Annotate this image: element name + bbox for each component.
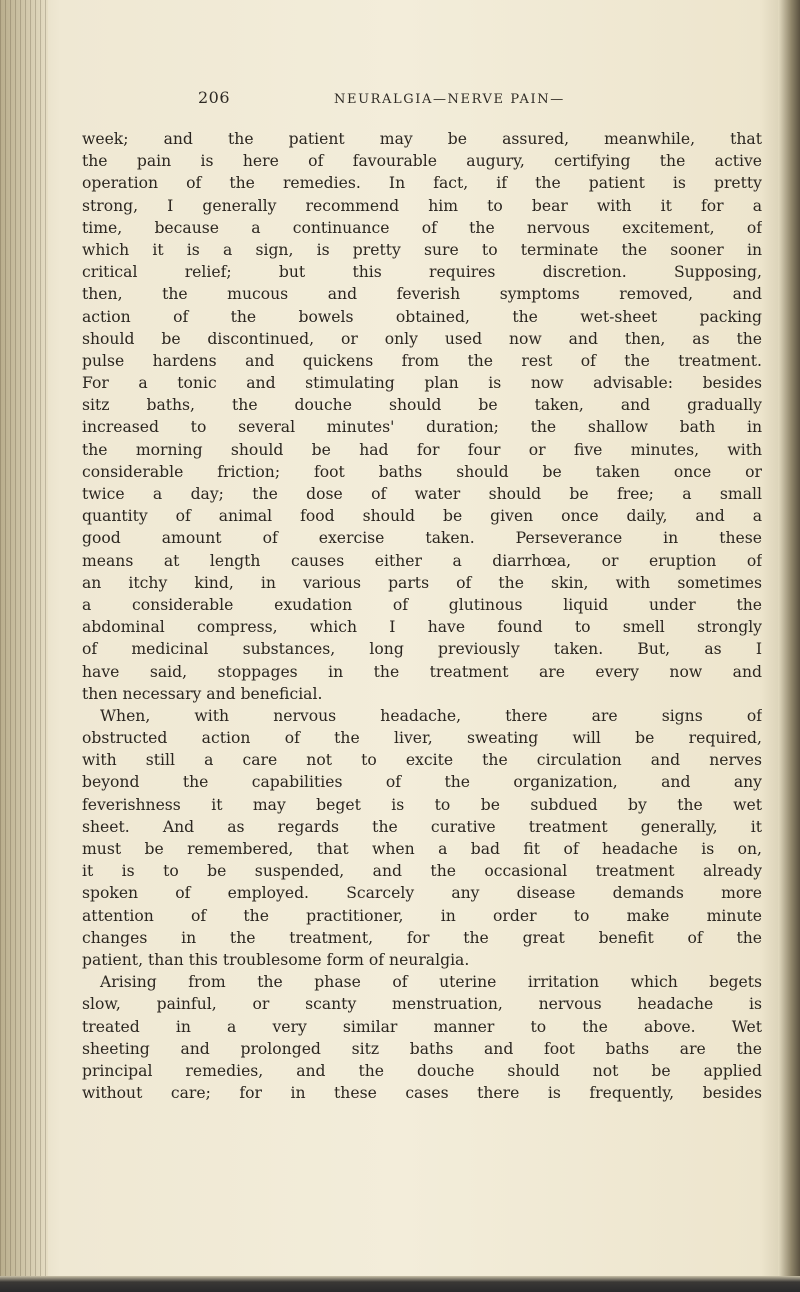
running-head	[0, 88, 800, 112]
text-line: without care; for in these cases there is frequently, besides	[82, 1084, 762, 1103]
text-line: slow, painful, or scanty menstruation, nervous headache is	[82, 995, 762, 1014]
text-line: sheeting and prolonged sitz baths and foot baths are the	[82, 1039, 762, 1058]
text-line: then necessary and beneficial.	[82, 684, 323, 703]
text-line: Arising from the phase of uterine irritation which begets	[100, 973, 762, 992]
text-line: changes in the treatment, for the great benefit of the	[82, 928, 762, 947]
text-line: pulse hardens and quickens from the rest of the treatment.	[82, 351, 762, 370]
text-line: abdominal compress, which I have found to smell strongly	[82, 618, 762, 637]
text-line: have said, stoppages in the treatment are every now and	[82, 662, 762, 681]
text-line: beyond the capabilities of the organization, and any	[82, 773, 762, 792]
text-line: strong, I generally recommend him to bear with it for a	[82, 196, 762, 215]
text-line: which it is a sign, is pretty sure to terminate the sooner in	[82, 240, 762, 259]
text-line: feverishness it may beget is to be subdued by the wet	[82, 795, 762, 814]
text-line: then, the mucous and feverish symptoms removed, and	[82, 285, 762, 304]
running-head-title: NEURALGIA—NERVE PAIN—	[334, 92, 565, 107]
text-line: treated in a very similar manner to the above. Wet	[82, 1017, 762, 1036]
text-line: must be remembered, that when a bad fit of headache is on,	[82, 840, 762, 858]
text-line: time, because a continuance of the nervous excitement, of	[82, 218, 762, 237]
page-binding-edge	[0, 0, 48, 1292]
text-line: When, with nervous headache, there are signs of	[100, 706, 762, 725]
text-line: principal remedies, and the douche should not be applied	[82, 1061, 762, 1080]
text-line: sitz baths, the douche should be taken, and gradually	[82, 396, 762, 415]
text-line: attention of the practitioner, in order to make minute	[82, 906, 762, 925]
text-line: spoken of employed. Scarcely any disease demands more	[82, 884, 762, 903]
text-line: operation of the remedies. In fact, if the patient is pretty	[82, 174, 762, 193]
text-line: should be discontinued, or only used now and then, as the	[82, 329, 762, 348]
text-line: critical relief; but this requires discretion. Supposing,	[82, 263, 762, 282]
text-line: For a tonic and stimulating plan is now advisable: besides	[82, 374, 762, 393]
text-line: a considerable exudation of glutinous liquid under the	[82, 595, 762, 614]
text-line: of medicinal substances, long previously taken. But, as I	[82, 640, 762, 659]
body-text	[82, 128, 762, 1263]
page-number: 206	[198, 88, 231, 107]
scan-bottom-edge	[0, 1276, 800, 1292]
text-line: patient, than this troublesome form of neuralgia.	[82, 950, 470, 969]
text-line: sheet. And as regards the curative treatment generally, it	[82, 817, 762, 836]
text-line: increased to several minutes' duration; the shallow bath in	[82, 418, 762, 437]
text-line: obstructed action of the liver, sweating will be required,	[82, 729, 762, 748]
text-line: quantity of animal food should be given once daily, and a	[82, 507, 762, 526]
text-line: good amount of exercise taken. Perseverance in these	[82, 529, 762, 548]
text-line: the pain is here of favourable augury, certifying the active	[82, 152, 762, 171]
text-line: twice a day; the dose of water should be free; a small	[82, 485, 762, 503]
text-line: the morning should be had for four or five minutes, with	[82, 440, 762, 459]
text-line: an itchy kind, in various parts of the skin, with sometimes	[82, 573, 762, 592]
text-line: week; and the patient may be assured, meanwhile, that	[82, 130, 762, 148]
text-line: with still a care not to excite the circulation and nerves	[82, 751, 762, 770]
page-right-edge	[778, 0, 800, 1292]
text-line: it is to be suspended, and the occasional treatment already	[82, 862, 762, 881]
text-line: considerable friction; foot baths should be taken once or	[82, 462, 762, 481]
text-line: action of the bowels obtained, the wet-sheet packing	[82, 307, 762, 326]
text-line: means at length causes either a diarrhœa, or eruption of	[82, 551, 762, 570]
